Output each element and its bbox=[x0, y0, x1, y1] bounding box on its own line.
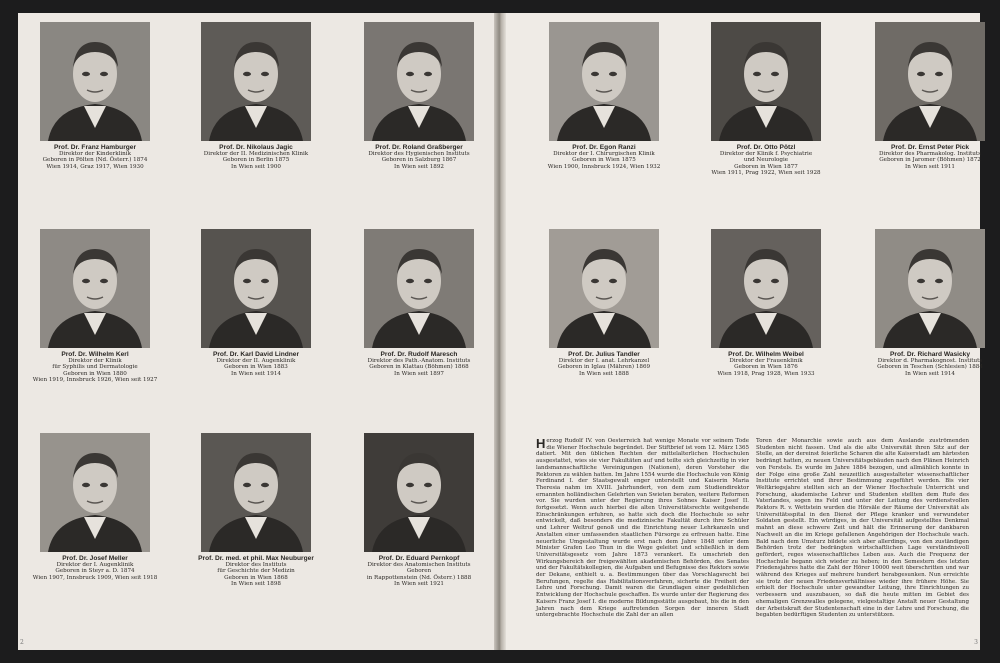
portrait-caption-line: Wien 1911, Prag 1922, Wien seit 1928 bbox=[711, 169, 821, 176]
portrait-caption bbox=[186, 144, 326, 170]
portrait-photo bbox=[711, 229, 821, 348]
portrait-caption bbox=[696, 144, 836, 176]
portrait-card bbox=[349, 433, 489, 587]
portrait-name: Prof. Dr. Karl David Lindner bbox=[212, 351, 300, 358]
portrait-photo bbox=[364, 433, 474, 552]
portrait-card bbox=[696, 22, 836, 176]
portrait-caption bbox=[534, 144, 674, 170]
portrait-caption-line: In Wien seit 1892 bbox=[394, 163, 444, 170]
portrait-caption-line: Wien 1918, Prag 1928, Wien 1933 bbox=[717, 370, 815, 377]
portrait-caption-line: Geboren in Wien 1876 bbox=[734, 364, 798, 371]
portrait-name: Prof. Dr. Josef Meller bbox=[62, 555, 128, 562]
portrait-card bbox=[186, 22, 326, 170]
portrait-caption bbox=[25, 555, 165, 581]
portrait-caption-line: Geboren in Salzburg 1867 bbox=[381, 157, 457, 164]
portrait-caption-line: Geboren in Wien 1880 bbox=[63, 370, 127, 377]
portrait-caption-line: Geboren in Klattau (Böhmen) 1868 bbox=[369, 364, 469, 371]
portrait-photo bbox=[40, 433, 150, 552]
portrait-name: Prof. Dr. Eduard Pernkopf bbox=[378, 555, 460, 562]
portrait-caption bbox=[860, 351, 1000, 377]
portrait-caption-line: Geboren in Wien 1868 bbox=[224, 574, 288, 581]
portrait-caption-line: Direktor der I. Chirurgischen Klinik bbox=[553, 151, 655, 158]
portrait-caption-line: Direktor d. Pharmakognost. Instituts bbox=[877, 358, 983, 365]
portrait-photo bbox=[364, 229, 474, 348]
portrait-card bbox=[25, 433, 165, 581]
portrait-caption-line: Wien 1900, Innsbruck 1924, Wien 1932 bbox=[547, 163, 661, 170]
portrait-caption-line: Direktor der II. Medizinischen Klinik bbox=[203, 151, 309, 158]
portrait-caption-line: für Syphilis und Dermatologie bbox=[52, 364, 138, 371]
portrait-name: Prof. Dr. Ernst Peter Pick bbox=[890, 144, 970, 151]
article-column-1 bbox=[536, 438, 749, 619]
portrait-photo bbox=[875, 22, 985, 141]
page-gutter bbox=[494, 13, 506, 650]
portrait-card bbox=[25, 22, 165, 170]
portrait-card bbox=[860, 22, 1000, 170]
article-column-2 bbox=[756, 438, 969, 619]
portrait-caption-line: für Geschichte der Medizin bbox=[217, 568, 295, 575]
portrait-card bbox=[534, 22, 674, 170]
portrait-caption-line: Geboren bbox=[406, 568, 432, 575]
portrait-caption-line: In Wien seit 1921 bbox=[394, 580, 444, 587]
portrait-caption-line: In Wien seit 1897 bbox=[394, 370, 444, 377]
portrait-caption-line: Wien 1914, Graz 1917, Wien 1930 bbox=[46, 163, 144, 170]
portrait-caption-line: Direktor der I. anat. Lehrkanzel bbox=[558, 358, 650, 365]
portrait-name: Prof. Dr. Wilhelm Weibel bbox=[728, 351, 804, 358]
portrait-caption bbox=[186, 555, 326, 587]
portrait-name: Prof. Dr. Richard Wasicky bbox=[889, 351, 970, 358]
portrait-caption bbox=[25, 144, 165, 170]
portrait-card bbox=[696, 229, 836, 377]
portrait-photo bbox=[40, 229, 150, 348]
portrait-card bbox=[349, 229, 489, 377]
portrait-caption bbox=[349, 144, 489, 170]
portrait-name: Prof. Dr. Rudolf Maresch bbox=[380, 351, 458, 358]
portrait-photo bbox=[201, 22, 311, 141]
magazine-spread bbox=[18, 13, 983, 650]
portrait-caption-line: Geboren in Iglau (Mähren) 1869 bbox=[557, 364, 651, 371]
portrait-name: Prof. Dr. Nikolaus Jagic bbox=[219, 144, 293, 151]
portrait-caption-line: Wien 1907, Innsbruck 1909, Wien seit 1918 bbox=[32, 574, 158, 581]
portrait-name: Prof. Dr. Otto Pötzl bbox=[736, 144, 796, 151]
drop-cap: H bbox=[536, 436, 546, 451]
portrait-name: Prof. Dr. Franz Hamburger bbox=[53, 144, 137, 151]
portrait-caption-line: Direktor der I. Augenklinik bbox=[56, 562, 134, 569]
portrait-caption-line: Direktor des Path.-Anatom. Instituts bbox=[367, 358, 471, 365]
portrait-name: Prof. Dr. Julius Tandler bbox=[568, 351, 640, 358]
portrait-caption-line: Direktor der Kinderklinik bbox=[59, 151, 131, 158]
portrait-caption bbox=[349, 555, 489, 587]
portrait-caption-line: Direktor der II. Augenklinik bbox=[216, 358, 296, 365]
portrait-caption-line: in Rappottenstein (Nd. Österr.) 1888 bbox=[366, 574, 472, 581]
portrait-caption bbox=[186, 351, 326, 377]
portrait-name: Prof. Dr. med. et phil. Max Neuburger bbox=[198, 555, 314, 562]
portrait-card bbox=[186, 433, 326, 587]
portrait-caption bbox=[25, 351, 165, 383]
portrait-card bbox=[860, 229, 1000, 377]
portrait-caption bbox=[534, 351, 674, 377]
portrait-caption-line: Direktor der Klinik f. Psychiatrie bbox=[719, 151, 813, 158]
portrait-photo bbox=[549, 229, 659, 348]
portrait-caption-line: Geboren in Wien 1877 bbox=[734, 163, 798, 170]
portrait-photo bbox=[711, 22, 821, 141]
portrait-caption-line: und Neurologie bbox=[743, 157, 789, 164]
portrait-photo bbox=[364, 22, 474, 141]
portrait-photo bbox=[875, 229, 985, 348]
portrait-caption-line: In Wien seit 1898 bbox=[231, 580, 281, 587]
portrait-caption-line: Geboren in Wien 1875 bbox=[572, 157, 636, 164]
portrait-photo bbox=[201, 229, 311, 348]
portrait-name: Prof. Dr. Wilhelm Kerl bbox=[61, 351, 129, 358]
portrait-caption-line: Geboren in Wien 1883 bbox=[224, 364, 288, 371]
portrait-card bbox=[534, 229, 674, 377]
portrait-caption bbox=[349, 351, 489, 377]
portrait-caption-line: Wien 1919, Innsbruck 1926, Wien seit 1927 bbox=[32, 376, 158, 383]
portrait-caption-line: In Wien seit 1900 bbox=[231, 163, 281, 170]
portrait-photo bbox=[549, 22, 659, 141]
portrait-caption-line: Geboren in Steyr a. D. 1874 bbox=[55, 568, 135, 575]
portrait-caption-line: Direktor des Instituts bbox=[225, 562, 287, 569]
portrait-card bbox=[25, 229, 165, 383]
portrait-card bbox=[186, 229, 326, 377]
portrait-photo bbox=[40, 22, 150, 141]
portrait-caption-line: In Wien seit 1914 bbox=[905, 370, 955, 377]
portrait-caption bbox=[860, 144, 1000, 170]
article-text-col1: erzog Rudolf IV. von Oesterreich hat wenige Monate vor seinem Tode die Wiener Hochschule begründet. Der Stiftbrief ist vom 12. März 1365 datiert. Mit den üblichen Rechten der mittelalterlichen Hochschulen ausgestattet, wies sie vier Fakultäten auf und teilte sich gleichzeitig in vier landsmannschaftliche Vereinigungen (Nationen), deren Vorsteher die Rektoren zu wählen hatten. Im Jahre 1554 wurde die Hochschule von König Ferdinand I. der Staatsgewalt enger unterstellt und Kaiserin Maria Theresia nahm im XVIII. Jahrhundert, von dem zum Studiendirektor ernannten holländischen Gelehrten van Swieten beraten, weitere Reformen vor. Sie wurden unter der Regierung ihres Sohnes Kaiser Josef II. fortgesetzt. Wenn auch hierbei die alten Universitätsrechte weitgehende Einschränkungen erfuhren, so hatte sich doch die Hochschule so sehr entwickelt, daß besonders die medizinische Fakultät durch ihre Schüler und Lehrer Weltruf genoß und die Einrichtung neuer Lehrkanzeln und Anstalten einer umfassenden staatlichen Fürsorge zu erfreuen hatte. Eine neuerliche Umgestaltung wurde erst nach dem Jahre 1848 unter dem Minister Grafen Leo Thun in die Wege geleitet und schließlich in dem Universitätsgesetz vom Jahre 1873 verankert. Es umschrieb den Wirkungsbereich der freigewählten akademischen Behörden, des Senates und der Fakultätskollegien, die Aufgaben und Befugnisse des Rektors sowie der Dekane, enthielt u. a. Bestimmungen über das Vorschlagsrecht bei Berufungen, regelte das Habilitationsverfahren, sicherte die Freiheit der Lehre und Forschung. Damit waren die Grundlagen einer gedeihlichen Entwicklung der Hochschule geschaffen. Es wurde unter der Regierung des Kaisers Franz Josef I. die moderne Bildungsstätte ausgebaut, bis die in den Jahren nach dem Kriege auftretenden Sorgen der inneren Stadt untergebrachte Hochschule die Zahl der an allen bbox=[536, 438, 749, 619]
portrait-caption-line: Direktor des Anatomischen Instituts bbox=[367, 562, 471, 569]
portrait-caption bbox=[696, 351, 836, 377]
page-number-right: 3 bbox=[974, 639, 978, 646]
portrait-caption-line: In Wien seit 1914 bbox=[231, 370, 281, 377]
article-text-col2: Toren der Monarchie sowie auch aus dem Auslande zuströmenden Studenten nicht fassen. Und als die alte Universität ihren Sitz auf der Stelle, an der dereinst feierliche Scharen die alte Kaiserstadt am härtesten bedrängt hatten, zu neuen Universitätsgebäuden nach den Plänen Heinrich von Ferstels. Es wurde im Jahre 1884 bezogen, und allmählich konnte in der Folge eine große Zahl neuzeitlich ausgestalteter wissenschaftlicher Institute errichtet und ihrer Bestimmung zugeführt werden. Bis vier Weltkriegsjahre stellten sich an der Wiener Hochschule Unterricht und Forschung, akademische Lehrer und Studenten stellten dem Rufe des Vaterlandes, sogen ins Feld und unter der Leitung des verdienstvollen Rektors R. v. Wettstein wurden die Hörsäle der Räume der Universität als Universitätsspital in den Dienst der Pflege kranker und verwundeter Soldaten gestellt. Ein würdiges, in der Universität aufgestelltes Denkmal mahnt an diese schwere Zeit und hält die Erinnerung der dankbaren Nachwelt an die im Kriege gefallenen Angehörigen der Hochschule wach. Bald nach dem Umsturz bildete sich aber allerdings, von den zuständigen Behörden trotz der bedrängten wirtschaftlichen Lage verständnisvoll gefördert, reges wissenschaftliches Leben aus. Auch die Frequenz der Hochschule begann sich wieder zu heben; in den Semestern des letzten Friedensjahres hatte die Zahl der Hörer 10000 weit überschritten und war während des Krieges auf mehrere hundert herabgesunken. Nun erreichte sie trotz der neuen Friedensverhältnisse wieder ihre frühere Höhe. Sie erhielt der Hochschule unter gewandter Leitung, ihre Einrichtungen zu verbessern und auszubauen, so daß die heute mitten im Gebiet des ehemaligen Grenzwalles gelegene, vielgestaltige Anstalt neuer Gestaltung der Arbeitskraft der Studentenschaft eine in der Lehre und Forschung, die begabten bedürftigen Studenten zu unterstützen. bbox=[756, 438, 969, 619]
portrait-caption-line: In Wien seit 1911 bbox=[905, 163, 955, 170]
portrait-name: Prof. Dr. Roland Graßberger bbox=[375, 144, 463, 151]
portrait-caption-line: Geboren in Pölten (Nd. Österr.) 1874 bbox=[42, 157, 148, 164]
portrait-caption-line: Direktor des Pharmakolog. Instituts bbox=[878, 151, 981, 158]
portrait-caption-line: Direktor des Hygienischen Instituts bbox=[368, 151, 470, 158]
portrait-card bbox=[349, 22, 489, 170]
page-number-left: 2 bbox=[20, 639, 24, 646]
portrait-caption-line: Direktor der Frauenklinik bbox=[729, 358, 803, 365]
portrait-caption-line: Geboren in Berlin 1875 bbox=[222, 157, 290, 164]
portrait-caption-line: Geboren in Teschen (Schlesien) 1884 bbox=[877, 364, 983, 371]
portrait-photo bbox=[201, 433, 311, 552]
portrait-name: Prof. Dr. Egon Ranzi bbox=[572, 144, 636, 151]
portrait-caption-line: Direktor der Klinik bbox=[68, 358, 122, 365]
portrait-caption-line: Geboren in Jaromer (Böhmen) 1872 bbox=[879, 157, 981, 164]
portrait-caption-line: In Wien seit 1888 bbox=[579, 370, 629, 377]
